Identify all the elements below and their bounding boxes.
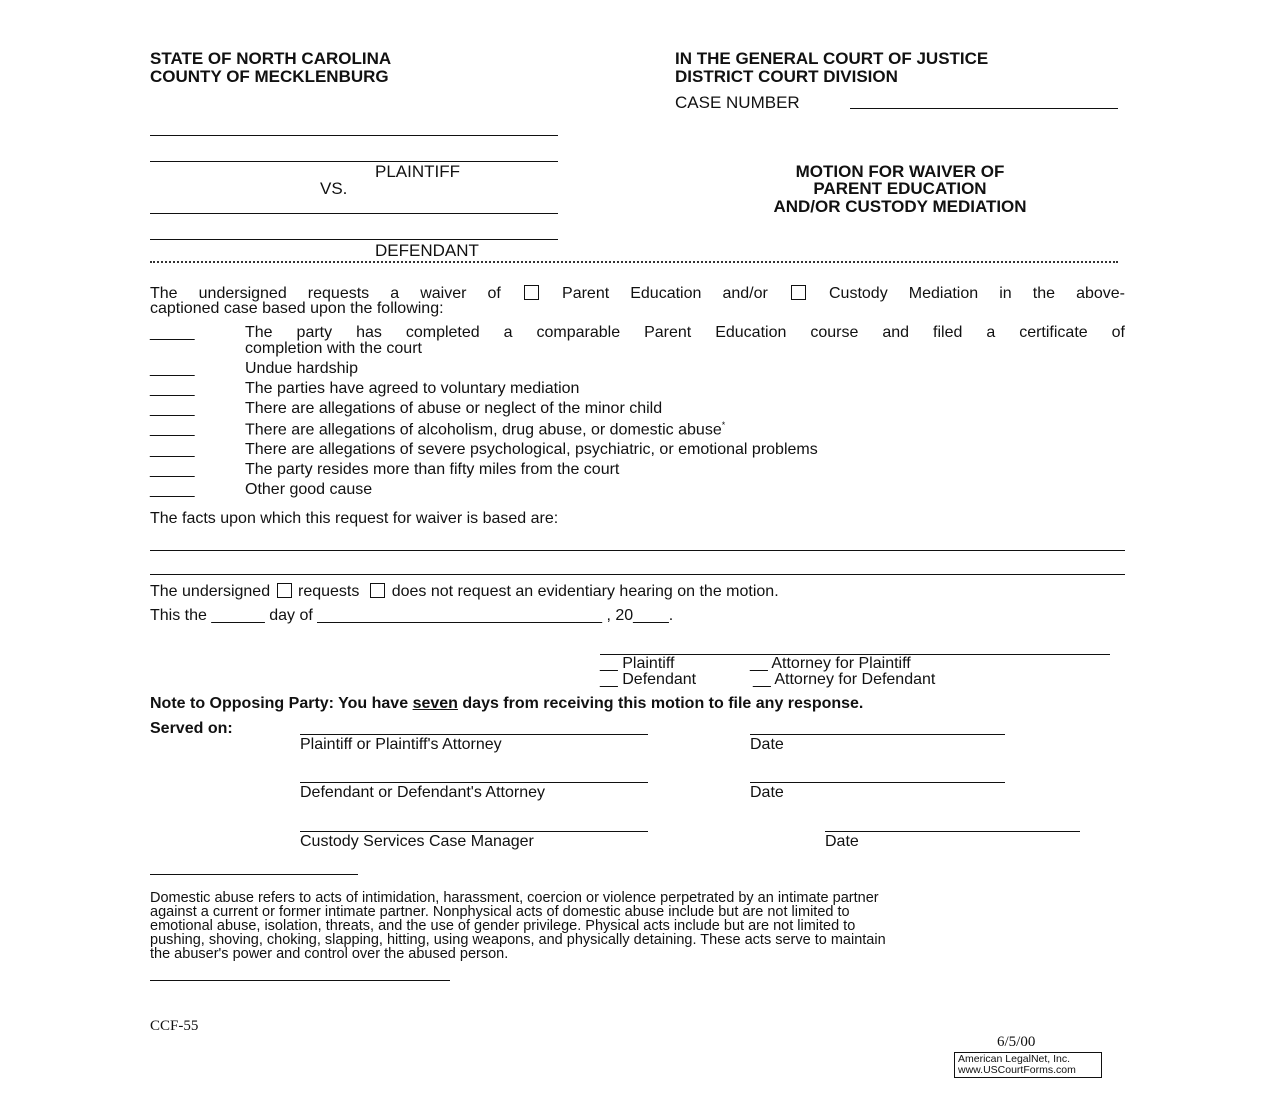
year-field[interactable]: , 20____. <box>606 607 674 624</box>
note-before: Note to Opposing Party: You have <box>150 695 409 712</box>
role-defendant[interactable]: __ Defendant <box>600 671 697 688</box>
plaintiff-name-line-1[interactable] <box>150 135 558 136</box>
custody-mediation-checkbox[interactable] <box>791 285 806 300</box>
hearing-line <box>150 583 779 601</box>
form-id: CCF-55 <box>150 1018 199 1034</box>
served-plaintiff-label: Plaintiff or Plaintiff's Attorney <box>300 736 502 753</box>
case-number-label: CASE NUMBER <box>675 93 800 112</box>
plaintiff-name-line-2[interactable] <box>150 161 558 162</box>
note-emphasis: seven <box>412 695 458 712</box>
parent-education-checkbox[interactable] <box>524 285 539 300</box>
publisher-site: www.USCourtForms.com <box>958 1064 1076 1076</box>
footnote-separator <box>150 874 358 875</box>
served-case-manager-date-label: Date <box>825 833 859 850</box>
role-attorney-defendant[interactable]: __ Attorney for Defendant <box>753 671 936 688</box>
reason-7: The party resides more than fifty miles from the court <box>245 461 620 478</box>
requests-hearing-checkbox[interactable] <box>277 583 292 598</box>
defendant-name-line-2[interactable] <box>150 239 558 240</box>
reason-2: Undue hardship <box>245 360 358 377</box>
requests-hearing-label: requests <box>298 583 360 600</box>
reason-5 <box>245 421 725 439</box>
dotted-divider <box>150 261 1118 263</box>
custody-mediation-label: Custody Mediation in the above- <box>829 285 1125 302</box>
served-defendant-date-line[interactable] <box>750 782 1005 783</box>
served-defendant-line[interactable] <box>300 782 648 783</box>
reason-1-line-2: completion with the court <box>245 340 422 357</box>
served-case-manager-date-line[interactable] <box>825 831 1080 832</box>
served-defendant-label: Defendant or Defendant's Attorney <box>300 784 545 801</box>
role-plaintiff[interactable]: __ Plaintiff <box>600 655 675 672</box>
facts-line-2[interactable] <box>150 574 1125 575</box>
reason-blank-6[interactable]: _____ <box>150 441 195 458</box>
hearing-prefix: The undersigned <box>150 583 271 600</box>
defendant-name-line-1[interactable] <box>150 213 558 214</box>
title-line-2: PARENT EDUCATION <box>813 179 987 198</box>
state-heading: STATE OF NORTH CAROLINA <box>150 49 392 68</box>
reason-4: There are allegations of abuse or neglect of the minor child <box>245 400 663 417</box>
footnote-line-2: against a current or former intimate partner. Nonphysical acts of domestic abuse include but are not limited to <box>150 904 850 920</box>
served-on-label: Served on: <box>150 720 233 737</box>
parent-education-label: Parent Education and/or <box>562 285 768 302</box>
served-plaintiff-date-line[interactable] <box>750 734 1005 735</box>
reason-3: The parties have agreed to voluntary mediation <box>245 380 580 397</box>
publisher-badge <box>954 1052 1102 1078</box>
county-heading: COUNTY OF MECKLENBURG <box>150 67 389 86</box>
request-intro: The undersigned requests a waiver of <box>150 285 501 302</box>
plaintiff-label: PLAINTIFF <box>375 162 461 181</box>
reason-blank-4[interactable]: _____ <box>150 400 195 417</box>
reason-blank-2[interactable]: _____ <box>150 360 195 377</box>
served-plaintiff-line[interactable] <box>300 734 648 735</box>
day-field[interactable]: ______ <box>211 607 265 624</box>
month-field[interactable]: ________________________________ <box>317 607 603 624</box>
served-case-manager-label: Custody Services Case Manager <box>300 833 534 850</box>
footnote-end-rule <box>150 980 450 981</box>
no-hearing-checkbox[interactable] <box>370 583 385 598</box>
defendant-label: DEFENDANT <box>375 241 479 260</box>
footnote-line-3: emotional abuse, isolation, threats, and the use of gender privilege. Physical acts include but are not limited to <box>150 918 856 934</box>
facts-line-1[interactable] <box>150 550 1125 551</box>
day-of-label: day of <box>269 607 313 624</box>
footnote-line-4: pushing, shoving, choking, slapping, hitting, using weapons, and physically detaining. These acts serve to maintain <box>150 932 886 948</box>
served-defendant-date-label: Date <box>750 784 784 801</box>
date-line <box>150 608 673 625</box>
opposing-party-note <box>150 696 863 713</box>
title-line-3: AND/OR CUSTODY MEDIATION <box>773 197 1027 216</box>
vs-label: VS. <box>320 179 348 198</box>
this-the-label: This the <box>150 607 207 624</box>
served-plaintiff-date-label: Date <box>750 736 784 753</box>
footnote-line-1: Domestic abuse refers to acts of intimidation, harassment, coercion or violence perpetrated by an intimate partner <box>150 890 879 906</box>
footnote-line-5: the abuser's power and control over the abused person. <box>150 946 509 962</box>
reason-8: Other good cause <box>245 481 373 498</box>
request-line-2: captioned case based upon the following: <box>150 300 444 317</box>
reason-5-text: There are allegations of alcoholism, drug abuse, or domestic abuse <box>245 421 722 439</box>
served-case-manager-line[interactable] <box>300 831 648 832</box>
no-hearing-label: does not request an evidentiary hearing on the motion. <box>391 583 779 600</box>
reason-blank-8[interactable]: _____ <box>150 481 195 498</box>
form-date: 6/5/00 <box>997 1034 1036 1050</box>
reason-blank-3[interactable]: _____ <box>150 380 195 397</box>
reason-blank-1[interactable]: _____ <box>150 324 195 341</box>
case-number-field[interactable] <box>850 108 1118 109</box>
court-heading: IN THE GENERAL COURT OF JUSTICE <box>675 49 989 68</box>
footnote-mark: * <box>721 420 726 430</box>
title-line-1: MOTION FOR WAIVER OF <box>795 162 1005 181</box>
publisher-name: American LegalNet, Inc. <box>958 1053 1071 1065</box>
role-attorney-plaintiff[interactable]: __ Attorney for Plaintiff <box>750 655 911 672</box>
reason-6: There are allegations of severe psychological, psychiatric, or emotional problems <box>245 441 818 458</box>
facts-label: The facts upon which this request for waiver is based are: <box>150 510 559 527</box>
reason-blank-5[interactable]: _____ <box>150 420 195 437</box>
division-heading: DISTRICT COURT DIVISION <box>675 67 898 86</box>
reason-1-line-1: The party has completed a comparable Parent Education course and filed a certificate of <box>245 324 1125 341</box>
reason-blank-7[interactable]: _____ <box>150 461 195 478</box>
note-after: days from receiving this motion to file any response. <box>462 695 864 712</box>
